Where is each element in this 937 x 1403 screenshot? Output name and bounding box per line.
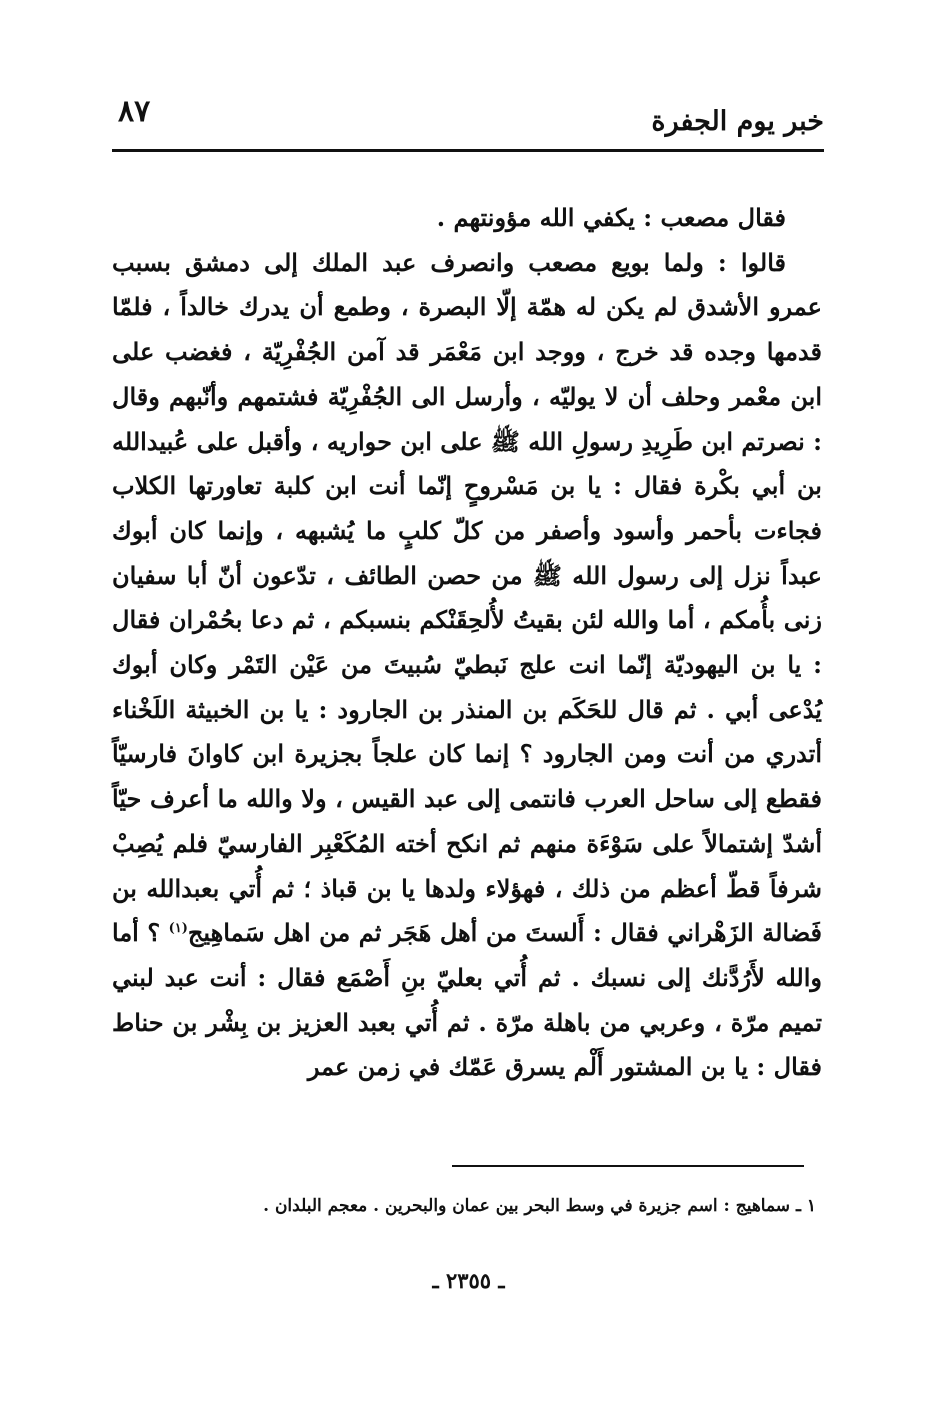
footnote: ١ ـ سماهيج : اسم جزيرة في وسط البحر بين عمان والبحرين . معجم البلدان .	[263, 1196, 816, 1216]
folio-number: ـ ٢٣٥٥ ـ	[432, 1268, 505, 1293]
header-rule	[112, 149, 824, 152]
footnote-reference: (١)	[168, 921, 188, 937]
footnote-rule	[452, 1165, 804, 1167]
paragraph-text: قالوا : ولما بويع مصعب وانصرف عبد الملك إلى دمشق بسبب عمرو الأشدق لم يكن له همّة إلّا البصرة ، وطمع أن يدرك خالداً ، فلمّا قدمها وجده قد خرج ، ووجد ابن مَعْمَر قد آمن الجُفْرِيّة ، فغضب على ابن معْمر وحلف أن لا يوليّه ، وأرسل الى الجُفْرِيّة فشتمهم وأنّبهم وقال : نصرتم ابن طَرِيدِ رسولِ الله ﷺ على ابن حواريه ، وأقبل على عُبيدالله بن أبي بكْرة فقال : يا بن مَسْروحٍ إنّما أنت ابن كلبة تعاورتها الكلاب فجاءت بأحمر وأسود وأصفر من كلّ كلبٍ ما يُشبهه ، وإنما كان أبوك عبداً نزل إلى رسول الله ﷺ من حصن الطائف ، تدّعون أنّ أبا سفيان زنى بأُمكم ، أما والله لئن بقيتُ لأُلحِقَنْكم بنسبكم ، ثم دعا بحُمْران فقال : يا بن اليهوديّة إنّما انت علج نَبطيّ سُبيتَ من عَيْن التَمْر وكان أبوك يُدْعى أبي . ثم قال للحَكَم بن المنذر بن الجارود : يا بن الخبيثة اللَخْناء أتدري من أنت ومن الجارود ؟ إنما كان علجاً بجزيرة ابن كاوانَ فارسيّاً فقطع إلى ساحل العرب فانتمى إلى عبد القيس ، ولا والله ما أعرف حيّاً أشدّ إشتمالاً على سَوْءَة منهم ثم انكح أخته المُكَعْبِر الفارسيّ فلم يُصِبْ شرفاً قطّ أعظم من ذلك ، فهؤلاء ولدها يا بن قباذ ؛ ثم أُتي بعبدالله بن فَضالة الزَهْراني فقال : أَلستَ من أهل هَجَر ثم من اهل سَماهِيج	[112, 247, 823, 948]
main-paragraph	[112, 241, 822, 1090]
running-title: خبر يوم الجفرة	[651, 106, 824, 137]
page-header	[112, 92, 824, 152]
opening-line: فقال مصعب : يكفي الله مؤونتهم .	[436, 203, 786, 232]
main-text	[112, 196, 822, 1090]
paragraph-text-end: ؟ أما والله لأَرُدَّنك إلى نسبك . ثم أُتي بعليّ بنِ أَصْمَع فقال : أنت عبد لبني تميم مرّة ، وعربي من باهلة مرّة . ثم أُتي بعبد العزيز بن بِشْر بن حناط فقال : يا بن المشتور أَلْم يسرق عَمّك في زمن عمر	[112, 918, 822, 1082]
page-number: ٨٧	[118, 94, 151, 129]
